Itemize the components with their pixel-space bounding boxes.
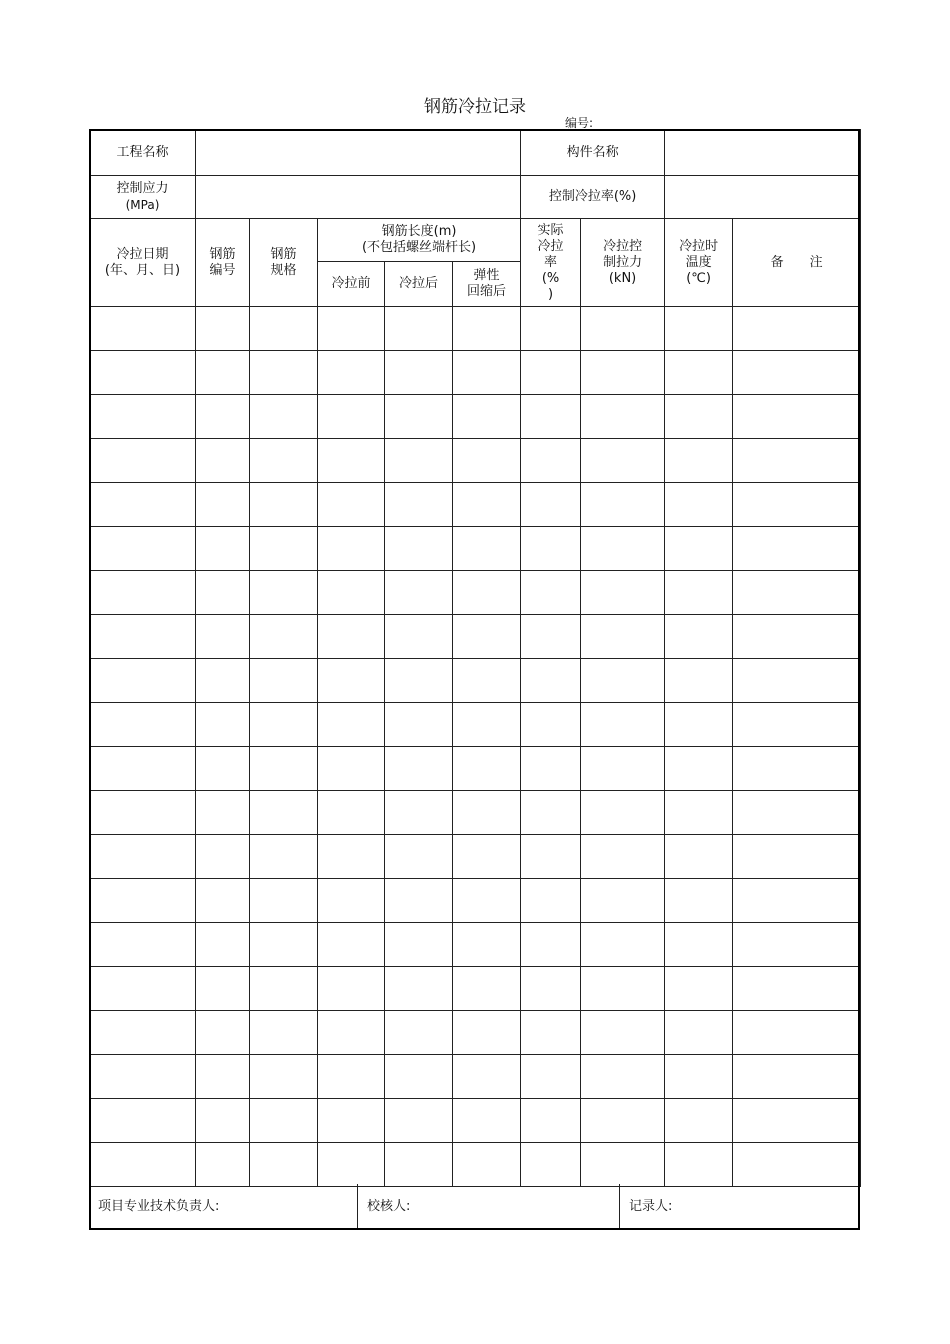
project-name-label: 工程名称 [90, 130, 196, 176]
control-stress-unit: (MPa) [125, 198, 160, 212]
length-line-1: 钢筋长度(m) [381, 224, 457, 239]
rebound-line-2: 回缩后 [467, 284, 507, 299]
bar-spec-line-2: 规格 [270, 262, 297, 278]
recorder-signature[interactable]: 记录人: [629, 1199, 673, 1214]
length-line-2: (不包括螺丝端杆长) [361, 240, 477, 255]
date-label: 冷拉日期 [116, 246, 169, 262]
document-title: 钢筋冷拉记录 [424, 97, 526, 117]
actual-rate-line-4: (% [541, 270, 560, 286]
temp-line-3: (℃) [686, 270, 711, 286]
temp-line-1: 冷拉时 [679, 238, 719, 254]
bar-no-line-1: 钢筋 [209, 246, 236, 262]
checker-signature[interactable]: 校核人: [367, 1199, 411, 1214]
col-remarks-header: 备 注 [733, 219, 861, 307]
control-rate-label: 控制冷拉率(%) [521, 176, 665, 219]
col-before-header: 冷拉前 [318, 262, 385, 307]
temp-line-2: 温度 [685, 254, 712, 270]
tech-lead-signature[interactable]: 项目专业技术负责人: [98, 1199, 220, 1214]
bar-no-line-2: 编号 [209, 262, 236, 278]
actual-rate-line-2: 冷拉 [537, 238, 564, 254]
force-line-3: (kN) [608, 270, 637, 286]
component-name-label: 构件名称 [521, 130, 665, 176]
col-after-header: 冷拉后 [385, 262, 453, 307]
bar-spec-line-1: 钢筋 [270, 246, 297, 262]
actual-rate-line-3: 率 [544, 254, 558, 270]
force-line-2: 制拉力 [603, 254, 643, 270]
table-outer-border [89, 129, 860, 1230]
force-line-1: 冷拉控 [603, 238, 643, 254]
document-number-label: 编号: [565, 116, 594, 130]
control-stress-text: 控制应力 [116, 181, 169, 196]
date-format: (年、月、日) [104, 262, 181, 278]
actual-rate-line-1: 实际 [537, 222, 564, 238]
actual-rate-line-5: ) [548, 286, 554, 302]
rebound-line-1: 弹性 [473, 268, 500, 283]
